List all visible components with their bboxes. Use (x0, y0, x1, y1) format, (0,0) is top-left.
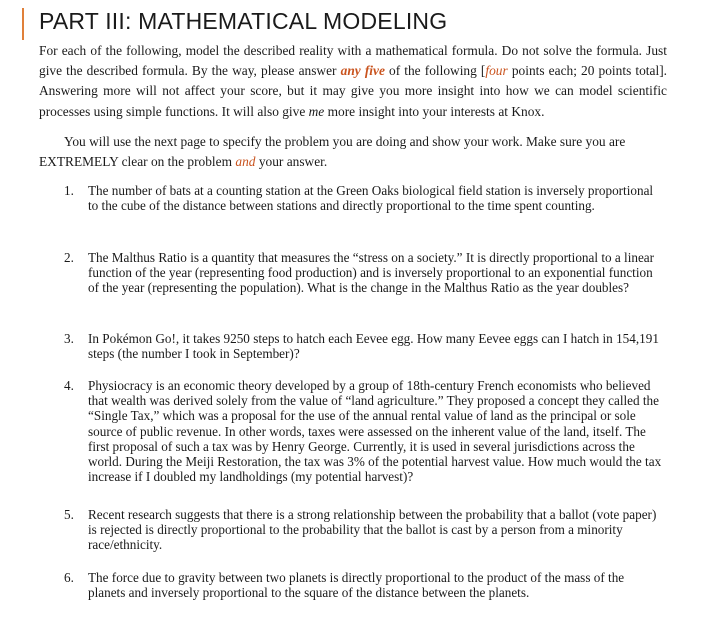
instructions-text-3: points each; 20 points total]. Answering more will not affect your score, but it may give you more insight into how we can model scientific processes using simple functions. It will also give (39, 63, 667, 119)
question-number: 6. (64, 570, 74, 585)
question-1 (64, 183, 664, 213)
question-number: 2. (64, 250, 74, 265)
question-2 (64, 250, 664, 296)
emphasis-any-five: any five (340, 63, 385, 79)
emphasis-and: and (235, 154, 256, 170)
question-text: The Malthus Ratio is a quantity that measures the “stress on a society.” It is directly proportional to a linear function of the year (representing food production) and is inversely proportional to an exponential function of the year (representing the population). What is the change in the Malthus Ratio as the year doubles? (88, 250, 655, 296)
instructions-text-4: more insight into your interests at Knox. (324, 103, 545, 119)
instructions-text-2: of the following [ (384, 63, 486, 79)
question-number: 3. (64, 331, 74, 346)
question-text: The force due to gravity between two planets is directly proportional to the product of the mass of the planets and inversely proportional to the square of the distance between the planets. (88, 570, 625, 601)
work-instructions-text-2: your answer. (255, 154, 328, 170)
question-4 (64, 378, 664, 484)
question-6 (64, 570, 664, 600)
instructions-paragraph (39, 41, 667, 122)
question-number: 5. (64, 507, 74, 522)
instructions-text-1: For each of the following, model the described reality with a mathematical formula. Do not solve the formula. Just give the described formula. By the way, please answer (39, 43, 667, 79)
question-3 (64, 331, 664, 361)
work-instructions-text-1: You will use the next page to specify the problem you are doing and show your work. Make sure you are EXTREMELY clear on the problem (39, 134, 626, 170)
question-text: In Pokémon Go!, it takes 9250 steps to hatch each Eevee egg. How many Eevee eggs can I hatch in 154,191 steps (the number I took in September)? (88, 331, 659, 362)
question-text: Recent research suggests that there is a strong relationship between the probability that a ballot (vote paper) is rejected is directly proportional to the probability that the ballot is cast by a person from a minority race/ethnicity. (88, 507, 657, 553)
question-5 (64, 507, 664, 553)
question-number: 1. (64, 183, 74, 198)
emphasis-four: four (485, 63, 508, 79)
work-instructions-paragraph (39, 132, 667, 172)
heading-accent-bar (22, 8, 24, 40)
question-text: The number of bats at a counting station at the Green Oaks biological field station is inversely proportional to the cube of the distance between stations and directly proportional to the time spent counting. (88, 183, 654, 214)
emphasis-me: me (308, 103, 325, 119)
question-number: 4. (64, 378, 74, 393)
question-text: Physiocracy is an economic theory developed by a group of 18th-century French economists who believed that wealth was derived solely from the value of “land agriculture.” They proposed a concept they called the “Single Tax,” which was a proposal for the use of the annual rental value of land as the principal or sole source of public revenue. In other words, taxes were assessed on the inherent value of the land, itself. The first proposal of such a tax was by Henry George. Currently, it is used in several jurisdictions across the world. During the Meiji Restoration, the tax was 3% of the potential harvest value. How much would the tax increase if I doubled my landholdings (my potential harvest)? (88, 378, 662, 485)
page-title: PART III: MATHEMATICAL MODELING (39, 8, 448, 34)
